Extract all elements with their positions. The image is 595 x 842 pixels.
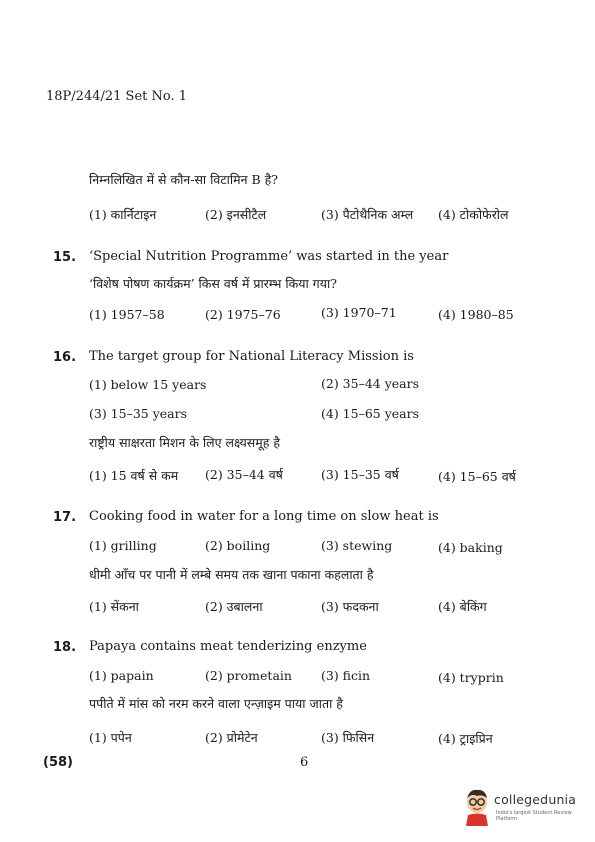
q17-option-en-2: (2) boiling (205, 538, 271, 553)
q18-hindi-question: पपीते में मांस को नरम करने वाला एन्ज़ाइम पाया जाता है (89, 696, 343, 711)
q15-option-2: (2) 1975–76 (205, 307, 281, 322)
q16-option-en-4: (4) 15–65 years (321, 406, 420, 421)
footer-code: (58) (43, 755, 73, 770)
q18-option-hi-2: (2) प्रोमेटेन (205, 730, 258, 745)
student-mascot-icon (462, 788, 492, 826)
q17-option-hi-1: (1) सेंकना (89, 599, 139, 614)
q16-option-hi-2: (2) 35–44 वर्ष (205, 467, 283, 482)
q16-number: 16. (53, 350, 77, 365)
q15-number: 15. (53, 250, 77, 265)
q16-option-hi-1: (1) 15 वर्ष से कम (89, 468, 179, 483)
q14-hindi-question: निम्नलिखित में से कौन-सा विटामिन B है? (89, 172, 278, 187)
q14-option-3: (3) पैटोथैनिक अम्ल (321, 207, 414, 222)
q16-option-en-3: (3) 15–35 years (89, 406, 188, 421)
q15-option-4: (4) 1980–85 (438, 307, 514, 322)
q18-option-hi-4: (4) ट्राइप्रिन (438, 731, 493, 746)
paper-code: 18P/244/21 Set No. 1 (46, 89, 188, 104)
q18-option-en-2: (2) prometain (205, 668, 292, 683)
q16-option-en-1: (1) below 15 years (89, 377, 207, 392)
q14-option-4: (4) टोकोफेरोल (438, 207, 509, 222)
q16-hindi-question: राष्ट्रीय साक्षरता मिशन के लिए लक्ष्यसमूह है (89, 435, 280, 450)
q16-option-en-2: (2) 35–44 years (321, 376, 420, 391)
q18-number: 18. (53, 640, 77, 655)
q18-option-en-3: (3) ficin (321, 668, 371, 683)
q18-english-question: Papaya contains meat tenderizing enzyme (89, 639, 367, 654)
q18-option-en-4: (4) tryprin (438, 670, 504, 685)
q18-option-hi-3: (3) फिसिन (321, 730, 375, 745)
collegedunia-logo (462, 788, 588, 828)
logo-title: collegedunia (494, 792, 577, 807)
q14-option-1: (1) कार्निटाइन (89, 207, 157, 222)
q17-option-en-4: (4) baking (438, 540, 503, 555)
q17-english-question: Cooking food in water for a long time on slow heat is (89, 509, 439, 524)
q17-option-en-3: (3) stewing (321, 538, 393, 553)
q15-hindi-question: ‘विशेष पोषण कार्यक्रम’ किस वर्ष में प्रारम्भ किया गया? (89, 276, 337, 291)
page-number: 6 (300, 755, 309, 770)
logo-tagline: India's largest Student Review Platform (496, 810, 572, 822)
q15-english-question: ‘Special Nutrition Programme’ was started in the year (89, 249, 449, 264)
q17-option-en-1: (1) grilling (89, 538, 157, 553)
q16-option-hi-4: (4) 15–65 वर्ष (438, 469, 516, 484)
q17-number: 17. (53, 510, 77, 525)
q17-hindi-question: धीमी आँच पर पानी में लम्बे समय तक खाना पकाना कहलाता है (89, 567, 374, 582)
q17-option-hi-3: (3) फदकना (321, 599, 379, 614)
q16-english-question: The target group for National Literacy Mission is (89, 349, 414, 364)
q17-option-hi-4: (4) बेकिंग (438, 599, 487, 614)
q16-option-hi-3: (3) 15–35 वर्ष (321, 467, 399, 482)
q15-option-3: (3) 1970–71 (321, 305, 397, 320)
q17-option-hi-2: (2) उबालना (205, 599, 263, 614)
q14-option-2: (2) इनसीटैल (205, 207, 267, 222)
q15-option-1: (1) 1957–58 (89, 307, 165, 322)
q18-option-en-1: (1) papain (89, 668, 154, 683)
q18-option-hi-1: (1) पपेन (89, 730, 132, 745)
